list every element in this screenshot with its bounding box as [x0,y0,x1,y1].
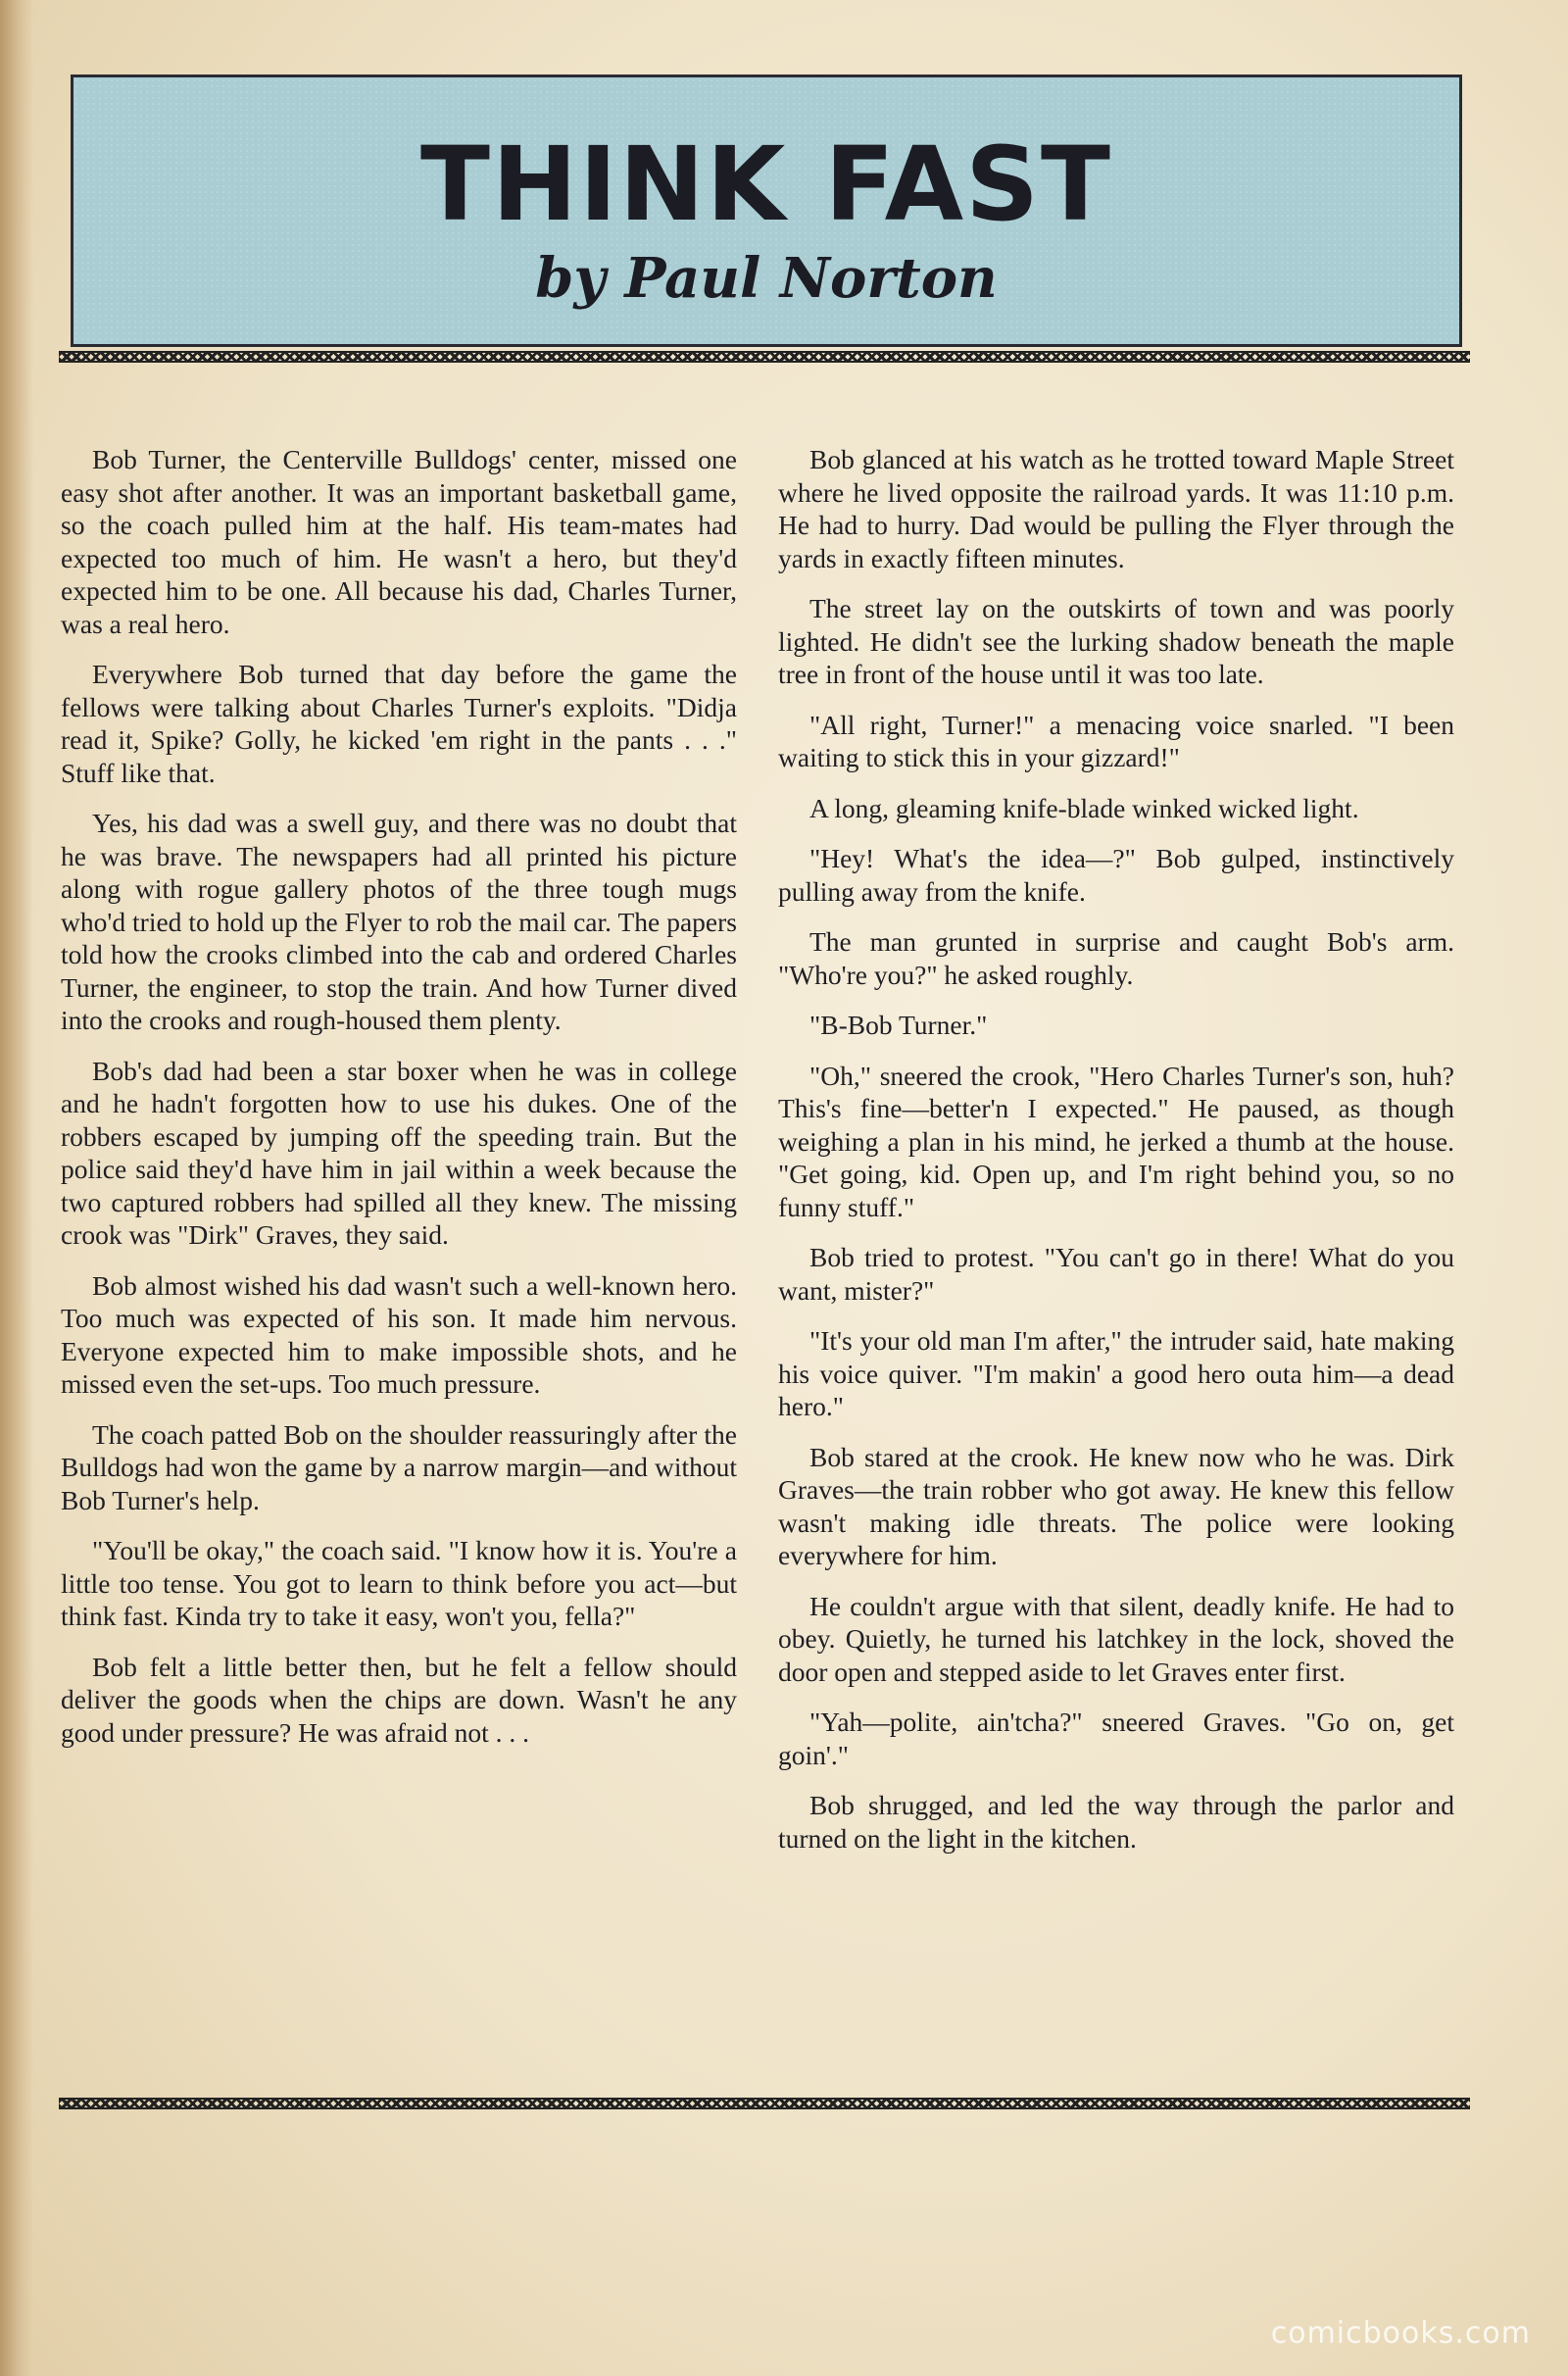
paragraph: "It's your old man I'm after," the intruder said, hate making his voice quiver. "I'm makin' a good hero outa him—a dead hero." [778,1325,1454,1421]
paragraph: The man grunted in surprise and caught Bob's arm. "Who're you?" he asked roughly. [778,926,1454,990]
paragraph: The street lay on the outskirts of town and was poorly lighted. He didn't see the lurking shadow beneath the maple tree in front of the house until it was too late. [778,593,1454,689]
paragraph: "B-Bob Turner." [809,1010,988,1040]
paragraph: Bob felt a little better then, but he felt a fellow should deliver the goods when the chips are down. Wasn't he any good under pressure? He was afraid not . . . [61,1651,737,1748]
paragraph: Bob stared at the crook. He knew now who he was. Dirk Graves—the train robber who got away. He knew this fellow wasn't making idle threats. The police were looking everywhere for him. [778,1441,1454,1570]
paragraph: A long, gleaming knife-blade winked wicked light. [809,792,1359,823]
paragraph: Bob's dad had been a star boxer when he was in college and he hadn't forgotten how to use his dukes. One of the robbers escaped by jumping off the speeding train. But the police said they'd have him in jail within a week because the two captured robbers had spilled all they knew. The missing crook was "Dirk" Graves, they said. [61,1055,737,1250]
paragraph: Everywhere Bob turned that day before the game the fellows were talking about Charles Turner's exploits. "Didja read it, Spike? Golly, he kicked 'em right in the pants . . ." Stuff like that. [61,659,737,788]
page-spine-shadow [0,0,33,2376]
left-column [61,443,737,2051]
site-watermark: comicbooks.com [1270,2316,1531,2351]
story-byline: by Paul Norton [535,246,998,311]
paragraph: He couldn't argue with that silent, deadly knife. He had to obey. Quietly, he turned his latchkey in the lock, shoved the door open and stepped aside to let Graves enter first. [778,1590,1454,1687]
top-decorative-rule [59,351,1470,363]
paragraph: Bob tried to protest. "You can't go in there! What do you want, mister?" [778,1242,1454,1306]
paragraph: Bob glanced at his watch as he trotted toward Maple Street where he lived opposite the railroad yards. It was 11:10 p.m. He had to hurry. Dad would be pulling the Flyer through the yards in exactly fifteen minutes. [778,444,1454,573]
paragraph: Bob almost wished his dad wasn't such a well-known hero. Too much was expected of his son. It made him nervous. Everyone expected him to make impossible shots, and he missed even the set-ups. Too much pressure. [61,1269,737,1399]
bottom-decorative-rule [59,2098,1470,2109]
paragraph: "Hey! What's the idea—?" Bob gulped, instinctively pulling away from the knife. [778,843,1454,907]
title-panel [71,74,1462,347]
story-title: THINK FAST [420,124,1112,244]
paragraph: "All right, Turner!" a menacing voice snarled. "I been waiting to stick this in your gizzard!" [778,709,1454,772]
paragraph: Yes, his dad was a swell guy, and there was no doubt that he was brave. The newspapers had all printed his picture along with rogue gallery photos of the three tough mugs who'd tried to hold up the Flyer to rob the mail car. The papers told how the crooks climbed into the cab and ordered Charles Turner, the engineer, to stop the train. And how Turner dived into the crooks and rough-housed them plenty. [61,808,737,1035]
paragraph: "Oh," sneered the crook, "Hero Charles Turner's son, huh? This's fine—better'n I expected." He paused, as though weighing a plan in his mind, he jerked a thumb at the house. "Get going, kid. Open up, and I'm right behind you, so no funny stuff." [778,1060,1454,1222]
paragraph: "Yah—polite, ain'tcha?" sneered Graves. "Go on, get goin'." [778,1707,1454,1770]
paragraph: Bob shrugged, and led the way through the parlor and turned on the light in the kitchen. [778,1790,1454,1854]
paragraph: Bob Turner, the Centerville Bulldogs' center, missed one easy shot after another. It was an important basketball game, so the coach pulled him at the half. His team-mates had expected too much of him. He wasn't a hero, but they'd expected him to be one. All because his dad, Charles Turner, was a real hero. [61,444,737,639]
right-column [778,443,1454,2051]
paragraph: The coach patted Bob on the shoulder reassuringly after the Bulldogs had won the game by a narrow margin—and without Bob Turner's help. [61,1418,737,1515]
paragraph: "You'll be okay," the coach said. "I know how it is. You're a little too tense. You got to learn to think before you act—but think fast. Kinda try to take it easy, won't you, fella?" [61,1535,737,1631]
